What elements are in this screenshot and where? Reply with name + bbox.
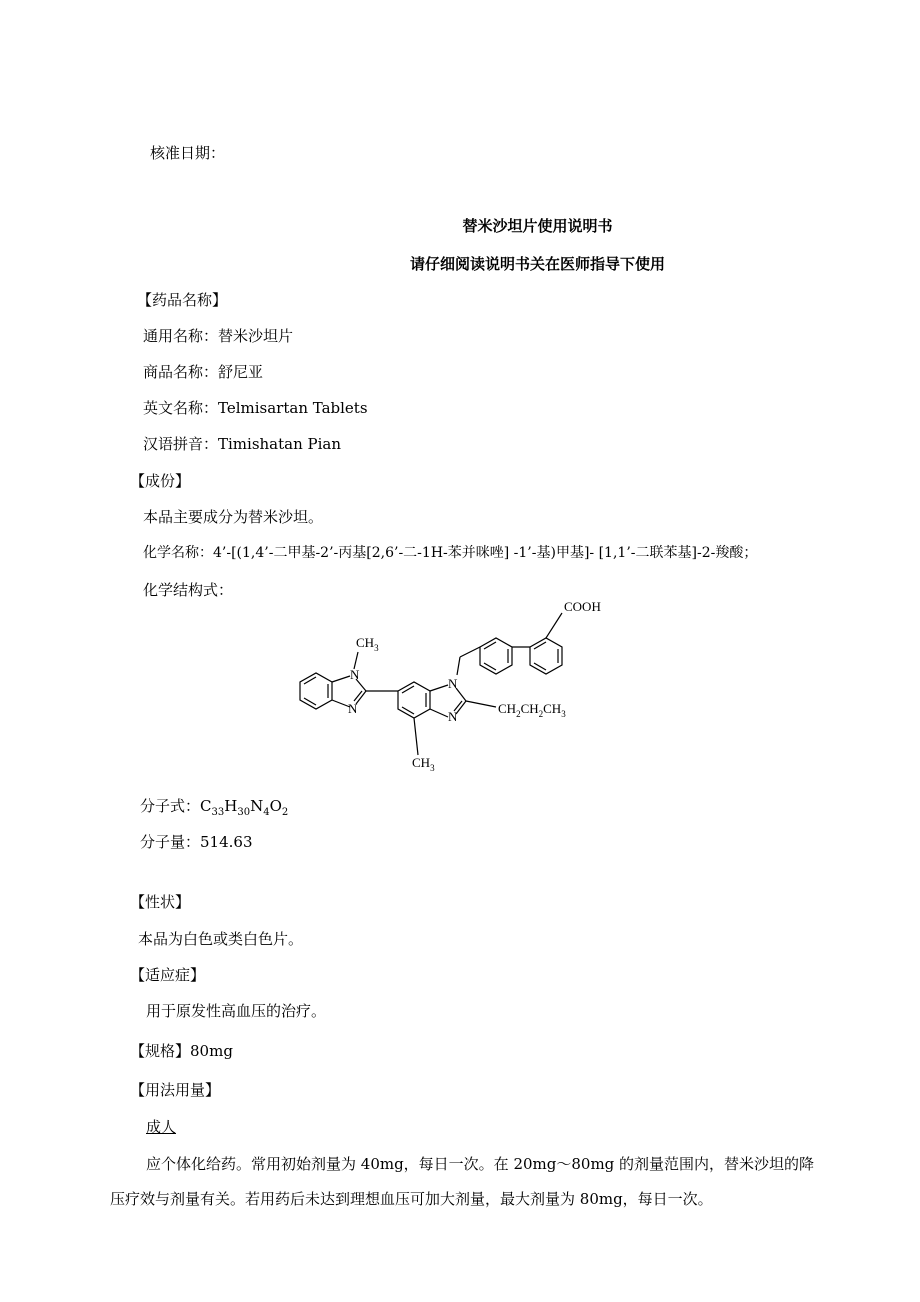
ch3-bottom-label: $CH_3$	[412, 755, 435, 773]
approval-date-label: 核准日期：	[150, 144, 226, 162]
appearance-text: 本品为白色或类白色片。	[138, 930, 304, 948]
section-heading-drug-name: 【药品名称】	[137, 291, 228, 309]
n-atom-b1: N	[448, 676, 458, 691]
chemical-name: 化学名称：4’-[(1,4’-二甲基-2’-丙基[2,6’-二-1H-苯并咪唑] -1’-基)甲基]- [1,1’-二联苯基]-2-羧酸；	[143, 545, 758, 561]
document-title: 替米沙坦片使用说明书	[462, 217, 613, 235]
chemical-structure-diagram	[290, 595, 630, 780]
section-heading-indication: 【适应症】	[130, 966, 206, 984]
n-atom-b2: N	[448, 709, 458, 724]
ch3-top-label: $CH_3$	[356, 635, 379, 653]
main-ingredient: 本品主要成分为替米沙坦。	[143, 508, 324, 526]
propyl-chain-label: $CH_2CH_2CH_3$	[498, 701, 566, 719]
formula-label: 分子式：	[140, 797, 201, 815]
n-atom-a2: N	[348, 701, 358, 716]
trade-name: 商品名称：舒尼亚	[143, 363, 264, 381]
spec-value: 80mg	[190, 1042, 233, 1060]
molecular-formula: 分子式：$C_{33}H_{30}N_4O_2$	[140, 797, 289, 818]
indication-text: 用于原发性高血压的治疗。	[146, 1002, 327, 1020]
section-heading-spec: 【规格】	[130, 1042, 191, 1060]
cooh-label: COOH	[564, 599, 601, 614]
section-heading-appearance: 【性状】	[130, 893, 191, 911]
english-name: 英文名称：Telmisartan Tablets	[143, 399, 368, 417]
structure-label: 化学结构式：	[143, 581, 234, 599]
dosage-text-line-2: 压疗效与剂量有关。若用药后未达到理想血压可加大剂量，最大剂量为 80mg，每日一次。	[110, 1190, 713, 1208]
molecular-weight: 分子量：514.63	[140, 833, 253, 851]
pinyin-name: 汉语拼音：Timishatan Pian	[143, 435, 342, 453]
spec-line	[130, 1041, 233, 1061]
n-atom-a1: N	[350, 667, 360, 682]
generic-name: 通用名称：替米沙坦片	[143, 327, 294, 345]
section-heading-dosage: 【用法用量】	[130, 1081, 221, 1099]
section-heading-composition: 【成份】	[130, 472, 191, 490]
dosage-text-line-1: 应个体化给药。常用初始剂量为 40mg，每日一次。在 20mg～80mg 的剂量范围内，替米沙坦的降	[146, 1155, 815, 1173]
document-subtitle: 请仔细阅读说明书关在医师指导下使用	[409, 255, 665, 273]
dosage-subheading-adult: 成人	[146, 1118, 177, 1136]
